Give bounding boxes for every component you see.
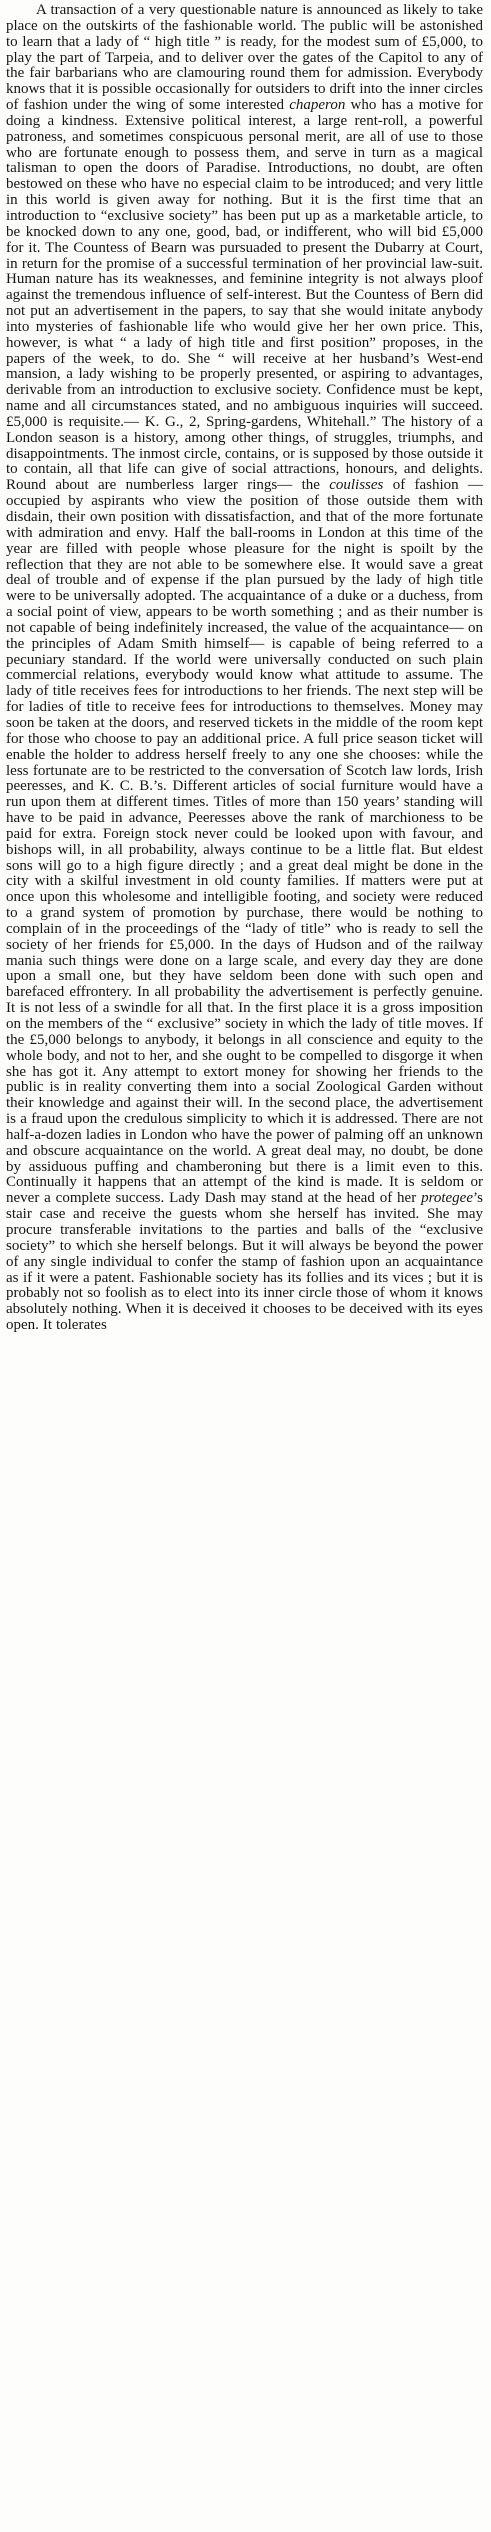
article-text: ’s stair case and receive the guests whom she herself has invited. She may procure transferable invitations to the parties and balls of the “exclusive society” to which she herself belongs. But it will always be beyond the power of any single individual to confer the stamp of fashion upon an acquaintance as if it were a patent. Fashionable society has its follies and its vices ; but it is probably not so foolish as to elect into its inner circle those of whom it knows absolutely nothing. When it is deceived it chooses to be deceived with its eyes open. It tolerates bbox=[6, 1190, 483, 1334]
article-text: A transaction of a very questionable nature is announced as likely to take place on the outskirts of the fashionable world. The public will be astonished to learn that a lady of “ high title ” is ready, for the modest sum of £5,000, to play the part of Tarpeia, and to deliver over the gates of the Capitol to any of the fair barbarians who are clamouring round them for admission. Everybody knows that it is possible occasionally for outsiders to drift into the inner circles of fashion under the wing of some interested bbox=[6, 2, 483, 114]
article-paragraph bbox=[6, 3, 483, 1334]
article-italic-word: protegee bbox=[421, 1190, 473, 1207]
article-text: who has a motive for doing a kindness. Extensive political interest, a large rent-roll, a powerful patroness, and sometimes conspicuous personal merit, are all of use to those who are fortunate enough to possess them, and serve in turn as a magical talisman to open the doors of Paradise. Introductions, no doubt, are often bestowed on these who have no especial claim to be introduced; and very little in this world is given away for nothing. But it is the first time that an introduction to “exclusive society” has been put up as a marketable article, to be knocked down to any one, good, bad, or indifferent, who will bid £5,000 for it. The Countess of Bearn was pursuaded to present the Dubarry at Court, in return for the promise of a successful termination of her provincial law-suit. Human nature has its weaknesses, and feminine integrity is not always ploof against the tremendous influence of self-interest. But the Countess of Bern did not put an advertisement in the papers, to say that she would initate anybody into mysteries of fashionable life who would give her her own price. This, however, is what “ a lady of high title and first position” proposes, in the papers of the week, to do. She “ will receive at her husband’s West-end mansion, a lady wishing to be properly presented, or aspiring to advantages, derivable from an introduction to exclusive society. Confidence must be kept, name and all circumstances stated, and no ambiguous inquiries will succeed. £5,000 is requisite.— K. G., 2, Spring-gardens, Whitehall.” The history of a London season is a history, among other things, of struggles, triumphs, and disappointments. The inmost circle, contains, or is supposed by those outside it to contain, all that life can give of social attractions, honours, and delights. Round about are numberless larger rings— the bbox=[6, 97, 483, 494]
article-italic-word: coulisses bbox=[329, 477, 384, 494]
article-text: of fashion —occupied by aspirants who view the position of those outside them with disdain, their own position with dissatisfaction, and that of the more fortunate with admiration and envy. Half the ball-rooms in London at this time of the year are filled with people whose pleasure for the night is spoilt by the reflection that they are not able to be somewhere else. It would save a great deal of trouble and of expense if the plan pursued by the lady of high title were to be universally adopted. The acquaintance of a duke or a duchess, from a social point of view, appears to be worth something ; and as their number is not capable of being indefinitely increased, the value of the acquaintance— on the principles of Adam Smith himself— is capable of being referred to a pecuniary standard. If the world were universally conducted on such plain commercial relations, everybody would know what attitude to assume. The lady of title receives fees for introductions to her friends. The next step will be for ladies of title to receive fees for introductions to themselves. Money may soon be taken at the doors, and reserved tickets in the middle of the room kept for those who choose to pay an additional price. A full price season ticket will enable the holder to address herself freely to any one she chooses: while the less fortunate are to be restricted to the conversation of Scotch law lords, Irish peeresses, and K. C. B.’s. Different articles of social furniture would have a run upon them at different times. Titles of more than 150 years’ standing will have to be paid in advance, Peeresses above the rank of marchioness to be paid for extra. Foreign stock never could be looked upon with favour, and bishops will, in all probability, always continue to be a little flat. But eldest sons will go to a high figure directly ; and a great deal might be done in the city with a skilful investment in old county families. If matters were put at once upon this wholesome and intelligible footing, and society were reduced to a grand system of promotion by purchase, there would be nothing to complain of in the proceedings of the “lady of title” who is ready to sell the society of her friends for £5,000. In the days of Hudson and of the railway mania such things were done on a large scale, and every day they are done upon a small one, but they have seldom been done with such open and barefaced effrontery. In all probability the advertisement is perfectly genuine. It is not less of a swindle for all that. In the first place it is a gross imposition on the members of the “ exclusive” society in which the lady of title moves. If the £5,000 belongs to anybody, it belongs in all conscience and equity to the whole body, and not to her, and she ought to be compelled to disgorge it when she has got it. Any attempt to extort money for showing her friends to the public is in reality converting them into a social Zoological Garden without their knowledge and against their will. In the second place, the advertisement is a fraud upon the credulous simplicity to which it is addressed. There are not half-a-dozen ladies in London who have the power of palming off an unknown and obscure acquaintance on the world. A great deal may, no doubt, be done by assiduous puffing and chamberoning but there is a limit even to this. Continually it happens that an attempt of the kind is made. It is seldom or never a complete success. Lady Dash may stand at the head of her bbox=[6, 477, 483, 1207]
article-italic-word: chaperon bbox=[289, 97, 346, 114]
